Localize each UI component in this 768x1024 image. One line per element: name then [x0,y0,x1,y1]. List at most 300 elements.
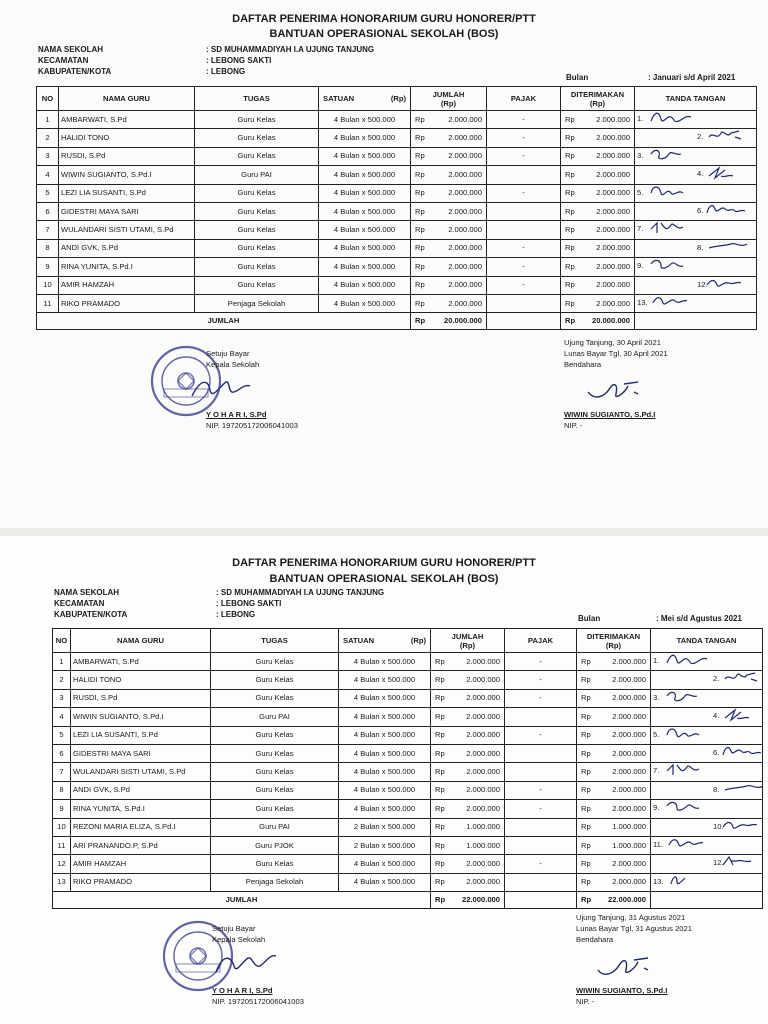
cell-satuan: 4 Bulan x 500.000 [319,147,411,165]
cell-pajak [487,202,561,220]
currency: Rp [581,785,591,795]
cell-jumlah [411,294,487,312]
currency: Rp [565,298,575,308]
currency: Rp [565,133,575,143]
amount: 2.000.000 [448,114,482,124]
cell-diterima [577,800,651,818]
currency: Rp [415,206,425,216]
currency: Rp [415,151,425,161]
amount: 2.000.000 [612,748,646,758]
signature-number: 1. [637,114,644,123]
cell-pajak: - [505,689,577,707]
currency: Rp [415,133,425,143]
cell-pajak: - [505,671,577,689]
cell-pajak [505,836,577,854]
currency: Rp [435,730,445,740]
total-row [37,313,757,330]
kepala-sekolah-title: Kepala Sekolah [212,935,266,944]
currency: Rp [435,895,446,905]
cell-signature [635,276,757,294]
currency: Rp [435,711,445,721]
headmaster-signature [210,946,280,980]
col-no: NO [37,87,59,111]
cell-satuan: 4 Bulan x 500.000 [339,763,431,781]
table-row [53,744,763,762]
currency: Rp [415,225,425,235]
col-pajak: PAJAK [505,629,577,653]
total-jumlah [411,313,487,330]
amount: 22.000.000 [461,895,500,905]
cell-jumlah [431,671,505,689]
cell-satuan: 4 Bulan x 500.000 [339,781,431,799]
cell-jumlah [431,873,505,891]
cell-satuan: 4 Bulan x 500.000 [319,202,411,220]
cell-signature [635,294,757,312]
cell-signature [651,763,763,781]
table-row [53,873,763,891]
cell-tugas: Guru Kelas [211,781,339,799]
signature-number: 7. [653,766,660,776]
signature-number: 3. [653,692,660,702]
amount: 2.000.000 [466,767,500,777]
cell-nama: AMBARWATI, S.Pd [71,653,211,671]
cell-tugas: Guru Kelas [211,653,339,671]
cell-tugas: Guru Kelas [195,202,319,220]
currency: Rp [435,693,445,703]
table-row [37,166,757,184]
amount: 2.000.000 [466,730,500,740]
cell-diterima [561,258,635,276]
amount: 2.000.000 [596,169,630,179]
total-jumlah [431,892,505,909]
cell-diterima [577,873,651,891]
signature-mark [665,763,711,781]
amount: 2.000.000 [596,298,630,308]
currency: Rp [581,675,591,685]
currency: Rp [435,767,445,777]
currency: Rp [415,280,425,290]
col-satuan-unit: (Rp) [410,636,426,645]
table-row [37,221,757,239]
cell-no: 3 [37,147,59,165]
headmaster-signature [186,372,256,406]
col-no: NO [53,629,71,653]
table-row [37,202,757,220]
table-row [37,129,757,147]
cell-tugas: Guru Kelas [211,855,339,873]
cell-jumlah [411,184,487,202]
cell-nama: WULANDARI SISTI UTAMI, S.Pd [71,763,211,781]
cell-nama: HALIDI TONO [71,671,211,689]
cell-nama: AMIR HAMZAH [71,855,211,873]
cell-nama: RINA YUNITA, S.Pd.I [59,258,195,276]
col-jumlah-label: JUMLAH [451,631,484,641]
cell-jumlah [431,689,505,707]
signature-mark [721,855,763,873]
doc-subtitle: BANTUAN OPERASIONAL SEKOLAH (BOS) [269,28,499,40]
total-label: JUMLAH [37,313,411,330]
cell-satuan: 4 Bulan x 500.000 [339,671,431,689]
info-label: KABUPATEN/KOTA [38,67,112,76]
signature-mark [665,800,711,818]
amount: 2.000.000 [612,656,646,666]
sheet-divider [0,528,768,536]
col-satuan-label: SATUAN [323,94,355,103]
cell-satuan: 4 Bulan x 500.000 [319,129,411,147]
col-diterimakan-unit: (Rp) [605,640,622,650]
signature-number: 6. [697,205,704,215]
cell-tugas: Guru Kelas [195,129,319,147]
cell-satuan: 4 Bulan x 500.000 [319,184,411,202]
cell-signature [651,744,763,762]
cell-jumlah [431,818,505,836]
doc-title: DAFTAR PENERIMA HONORARIUM GURU HONORER/PTT [232,557,536,569]
table-row [37,111,757,129]
col-tugas: TUGAS [195,87,319,111]
info-value: : LEBONG SAKTI [206,56,272,65]
amount: 2.000.000 [466,656,500,666]
cell-diterima [561,221,635,239]
cell-signature [651,781,763,799]
amount: 2.000.000 [448,225,482,235]
col-diterimakan [577,629,651,653]
currency: Rp [581,822,591,832]
paid-date: Lunas Bayar Tgl, 31 Agustus 2021 [576,924,692,933]
period-value: : Mei s/d Agustus 2021 [656,614,742,623]
amount: 2.000.000 [466,748,500,758]
cell-satuan: 4 Bulan x 500.000 [339,726,431,744]
cell-signature [651,800,763,818]
cell-signature [651,818,763,836]
cell-satuan: 4 Bulan x 500.000 [339,855,431,873]
cell-no: 9 [37,258,59,276]
setuju-bayar: Setuju Bayar [212,924,256,933]
cell-nama: RIKO PRAMADO [59,294,195,312]
signature-mark [649,147,695,165]
currency: Rp [581,858,591,868]
total-pajak [487,313,561,330]
amount: 22.000.000 [607,895,646,905]
table-row [53,855,763,873]
cell-jumlah [431,708,505,726]
cell-signature [651,873,763,891]
col-nama: NAMA GURU [59,87,195,111]
cell-no: 11 [37,294,59,312]
info-value: : LEBONG SAKTI [216,599,282,608]
headmaster-block [212,985,304,1007]
cell-jumlah [431,653,505,671]
table-row [53,781,763,799]
cell-nama: GIDESTRI MAYA SARI [71,744,211,762]
col-diterimakan-label: DITERIMAKAN [570,89,625,99]
cell-pajak: - [505,781,577,799]
cell-diterima [577,689,651,707]
col-diterimakan-label: DITERIMAKAN [586,631,641,641]
cell-jumlah [431,855,505,873]
cell-nama: AMIR HAMZAH [59,276,195,294]
cell-tugas: Guru PJOK [211,836,339,854]
amount: 20.000.000 [591,316,630,326]
table-row [53,671,763,689]
amount: 2.000.000 [448,169,482,179]
cell-tugas: Guru PAI [211,708,339,726]
signature-number: 2. [697,132,704,142]
signature-number: 3. [637,150,644,160]
cell-satuan: 4 Bulan x 500.000 [319,276,411,294]
amount: 2.000.000 [612,693,646,703]
cell-signature [651,836,763,854]
treasurer-title: Bendahara [576,935,614,944]
table-row [53,836,763,854]
treasurer-name-block [564,409,655,431]
cell-diterima [577,708,651,726]
amount: 2.000.000 [596,261,630,271]
table-row [53,800,763,818]
cell-pajak: - [505,653,577,671]
amount: 2.000.000 [466,803,500,813]
cell-no: 10 [37,276,59,294]
cell-jumlah [411,147,487,165]
amount: 2.000.000 [612,803,646,813]
headmaster-name: Y O H A R I, S.Pd [206,410,267,419]
amount: 2.000.000 [596,188,630,198]
table-row [53,708,763,726]
cell-nama: RUSDI, S.Pd [59,147,195,165]
cell-satuan: 4 Bulan x 500.000 [339,708,431,726]
cell-pajak [487,294,561,312]
cell-nama: RINA YUNITA, S.Pd.I [71,800,211,818]
cell-jumlah [431,800,505,818]
signature-number: 8. [713,784,720,794]
cell-pajak: - [487,184,561,202]
cell-jumlah [431,763,505,781]
cell-satuan: 4 Bulan x 500.000 [339,653,431,671]
amount: 2.000.000 [596,280,630,290]
cell-signature [651,708,763,726]
amount: 2.000.000 [448,206,482,216]
currency: Rp [415,243,425,253]
treasurer-name-block [576,985,667,1007]
cell-signature [651,855,763,873]
cell-jumlah [431,726,505,744]
cell-satuan: 2 Bulan x 500.000 [339,818,431,836]
table-row [53,818,763,836]
table-row [37,184,757,202]
amount: 2.000.000 [466,785,500,795]
cell-jumlah [411,221,487,239]
cell-no: 7 [53,763,71,781]
amount: 2.000.000 [596,243,630,253]
cell-no: 1 [53,653,71,671]
cell-no: 6 [53,744,71,762]
cell-nama: RIKO PRAMADO [71,873,211,891]
signature-number: 7. [637,224,644,234]
cell-nama: LEZI LIA SUSANTI, S.Pd [71,726,211,744]
cell-pajak [505,708,577,726]
cell-diterima [561,147,635,165]
cell-satuan: 4 Bulan x 500.000 [339,800,431,818]
cell-tugas: Guru Kelas [195,239,319,257]
cell-tugas: Penjaga Sekolah [211,873,339,891]
payroll-sheet-mei-agu [0,536,768,1024]
currency: Rp [581,877,591,887]
col-jumlah-unit: (Rp) [459,640,476,650]
cell-signature [635,147,757,165]
cell-tugas: Guru Kelas [211,689,339,707]
signature-mark [705,166,751,184]
cell-no: 5 [37,184,59,202]
cell-nama: ANDI GVK, S.Pd [59,239,195,257]
cell-signature [651,726,763,744]
treasurer-nip: NIP. - [564,421,583,430]
cell-pajak: - [487,239,561,257]
cell-jumlah [411,239,487,257]
cell-no: 11 [53,836,71,854]
treasurer-block [564,337,668,370]
currency: Rp [415,114,425,124]
col-satuan [339,629,431,653]
currency: Rp [581,693,591,703]
signature-number: 11. [653,839,663,849]
amount: 2.000.000 [466,711,500,721]
amount: 2.000.000 [466,858,500,868]
cell-pajak: - [505,726,577,744]
cell-diterima [577,671,651,689]
cell-signature [635,202,757,220]
amount: 2.000.000 [596,114,630,124]
currency: Rp [581,840,591,850]
cell-pajak: - [487,147,561,165]
amount: 2.000.000 [448,298,482,308]
col-satuan-unit: (Rp) [390,94,406,103]
cell-no: 13 [53,873,71,891]
currency: Rp [435,858,445,868]
headmaster-nip: NIP. 197205172006041003 [212,997,304,1006]
info-label: NAMA SEKOLAH [54,588,120,597]
cell-jumlah [411,276,487,294]
info-label: KECAMATAN [54,599,105,608]
amount: 2.000.000 [612,785,646,795]
total-ttd [651,892,763,909]
headmaster-block [206,409,298,431]
cell-satuan: 4 Bulan x 500.000 [339,873,431,891]
cell-diterima [577,818,651,836]
info-label: KABUPATEN/KOTA [54,610,128,619]
amount: 2.000.000 [612,711,646,721]
signature-number: 6. [713,747,720,757]
col-nama: NAMA GURU [71,629,211,653]
cell-no: 9 [53,800,71,818]
cell-no: 7 [37,221,59,239]
signature-mark [649,294,695,312]
cell-no: 6 [37,202,59,220]
paid-date: Lunas Bayar Tgl, 30 April 2021 [564,349,668,358]
treasurer-name: WIWIN SUGIANTO, S.Pd.I [564,410,656,419]
signature-number: 4. [713,711,720,721]
cell-signature [651,689,763,707]
signature-number: 13. [637,297,648,307]
total-diterima [561,313,635,330]
signature-number: 8. [697,242,704,252]
sign-place-date: Ujung Tanjung, 31 Agustus 2021 [576,913,686,922]
signature-mark [721,671,763,689]
signature-mark [665,689,711,707]
amount: 1.000.000 [466,822,500,832]
cell-diterima [561,184,635,202]
amount: 2.000.000 [596,225,630,235]
cell-nama: REZONI MARIA ELIZA, S.Pd.I [71,818,211,836]
treasurer-signature [594,950,654,982]
approval-block [212,923,265,945]
signature-number: 1. [653,656,660,665]
cell-diterima [577,653,651,671]
cell-tugas: Guru Kelas [211,800,339,818]
amount: 20.000.000 [443,316,482,326]
cell-tugas: Guru Kelas [195,221,319,239]
currency: Rp [565,114,575,124]
col-tanda-tangan: TANDA TANGAN [651,629,763,653]
amount: 2.000.000 [448,243,482,253]
amount: 1.000.000 [466,840,500,850]
col-diterimakan [561,87,635,111]
cell-pajak [487,221,561,239]
signature-number: 10. [713,821,724,831]
signature-mark [705,202,751,220]
cell-no: 4 [37,166,59,184]
cell-diterima [577,763,651,781]
signature-number: 2. [713,674,720,684]
treasurer-signature [584,374,644,406]
total-label: JUMLAH [53,892,431,909]
cell-diterima [561,239,635,257]
amount: 1.000.000 [612,840,646,850]
col-jumlah [411,87,487,111]
amount: 2.000.000 [612,767,646,777]
cell-pajak: - [487,129,561,147]
currency: Rp [565,151,575,161]
currency: Rp [415,316,426,326]
currency: Rp [435,803,445,813]
cell-diterima [577,744,651,762]
cell-satuan: 4 Bulan x 500.000 [319,166,411,184]
cell-nama: WIWIN SUGIANTO, S.Pd.I [59,166,195,184]
total-ttd [635,313,757,330]
total-pajak [505,892,577,909]
col-jumlah-label: JUMLAH [432,89,465,99]
cell-nama: RUSDI, S.Pd [71,689,211,707]
cell-tugas: Guru Kelas [195,184,319,202]
signature-mark [649,111,695,129]
amount: 1.000.000 [612,822,646,832]
signature-mark [721,744,763,762]
cell-diterima [561,294,635,312]
cell-pajak [505,873,577,891]
cell-satuan: 4 Bulan x 500.000 [319,294,411,312]
cell-tugas: Guru Kelas [195,258,319,276]
sign-place-date: Ujung Tanjung, 30 April 2021 [564,338,661,347]
cell-no: 2 [53,671,71,689]
doc-title: DAFTAR PENERIMA HONORARIUM GURU HONORER/PTT [232,13,536,25]
col-tanda-tangan: TANDA TANGAN [635,87,757,111]
cell-tugas: Guru Kelas [195,276,319,294]
currency: Rp [435,748,445,758]
table-row [37,258,757,276]
treasurer-block [576,912,692,945]
cell-tugas: Guru Kelas [211,744,339,762]
table-row [53,763,763,781]
cell-tugas: Penjaga Sekolah [195,294,319,312]
cell-pajak [505,818,577,836]
